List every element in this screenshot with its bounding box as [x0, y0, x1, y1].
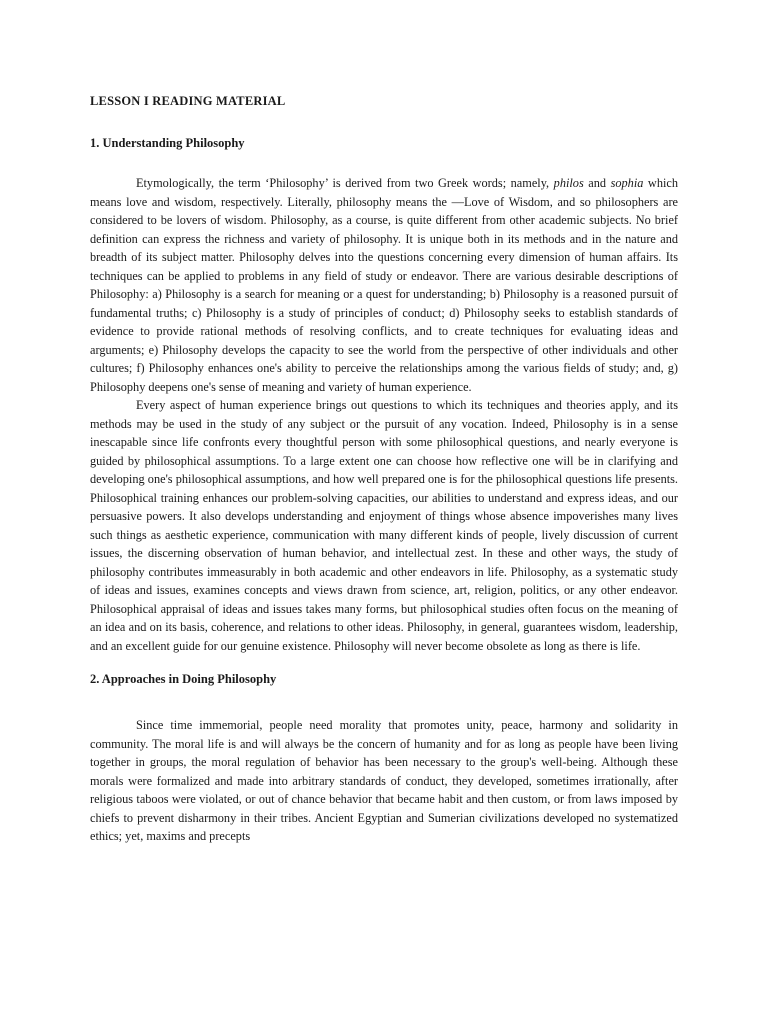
spacer [90, 655, 678, 670]
section-heading-approaches: 2. Approaches in Doing Philosophy [90, 672, 277, 686]
document-body [90, 92, 678, 846]
italic-term-sophia: sophia [610, 176, 644, 190]
paragraph-human-experience: Every aspect of human experience brings out questions to which its techniques and theories apply, and its methods may be used in the study of any subject or the pursuit of any vocation. Indeed, Philosophy is in a sense inescapable since life confronts every thoughtful person with some philosophical questions, and nearly everyone is guided by philosophical assumptions. To a large extent one can choose how reflective one will be in clarifying and developing one's philosophical assumptions, and how well prepared one is for the philosophical questions life presents. Philosophical training enhances our problem-solving capacities, our abilities to understand and express ideas, and our persuasive powers. It also develops understanding and enjoyment of things whose absence impoverishes many lives such things as aesthetic experience, communication with many different kinds of people, lively discussion of current issues, the discerning observation of human behavior, and intellectual zest. In these and other ways, the study of philosophy contributes immeasurably in both academic and other endeavors in life. Philosophy, as a systematic study of ideas and issues, examines concepts and views drawn from science, art, religion, politics, or any other endeavor. Philosophical appraisal of ideas and issues takes many forms, but philosophical studies often focus on the meaning of an idea and on its basis, coherence, and relations to other ideas. Philosophy, in general, guarantees wisdom, leadership, and an excellent guide for our genuine existence. Philosophy will never become obsolete as long as there is life. [90, 398, 678, 653]
section-heading-understanding-philosophy: 1. Understanding Philosophy [90, 136, 245, 150]
paragraph-text: and [583, 176, 611, 190]
paragraph-text: Etymologically, the term ‘Philosophy’ is derived from two Greek words; namely, [136, 176, 554, 190]
paragraph-text: which means love and wisdom, respectively. Literally, philosophy means the ―Love of Wisdom, and so philosophers are considered to be lovers of wisdom. Philosophy, as a course, is quite different from other academic subjects. No brief definition can express the richness and variety of philosophy. It is unique both in its methods and in the nature and breadth of its subject matter. Philosophy delves into the questions concerning every dimension of human affairs. Its techniques can be applied to problems in any field of study or endeavor. There are various desirable descriptions of Philosophy: a) Philosophy is a search for meaning or a quest for understanding; b) Philosophy is a reasoned pursuit of fundamental truths; c) Philosophy is a study of principles of conduct; d) Philosophy seeks to establish standards of evidence to provide rational methods of resolving conflicts, and to create techniques for evaluating ideas and arguments; e) Philosophy develops the capacity to see the world from the perspective of other individuals and other cultures; f) Philosophy enhances one's ability to perceive the relationships among the various fields of study; and, g) Philosophy deepens one's sense of meaning and variety of human experience. [90, 176, 678, 394]
paragraph-etymology [90, 174, 678, 396]
italic-term-philos: philos [553, 176, 584, 190]
paragraph-morality: Since time immemorial, people need morality that promotes unity, peace, harmony and solidarity in community. The moral life is and will always be the concern of humanity and for as long as people have been living together in groups, the moral regulation of behavior has been necessary to the group's well-being. Although these morals were formalized and made into arbitrary standards of conduct, they developed, sometimes irrationally, after religious taboos were violated, or out of chance behavior that became habit and then custom, or from laws imposed by chiefs to prevent disharmony in their tribes. Ancient Egyptian and Sumerian civilizations developed no systematized ethics; yet, maxims and precepts [90, 718, 678, 843]
page-title: LESSON I READING MATERIAL [90, 94, 286, 108]
